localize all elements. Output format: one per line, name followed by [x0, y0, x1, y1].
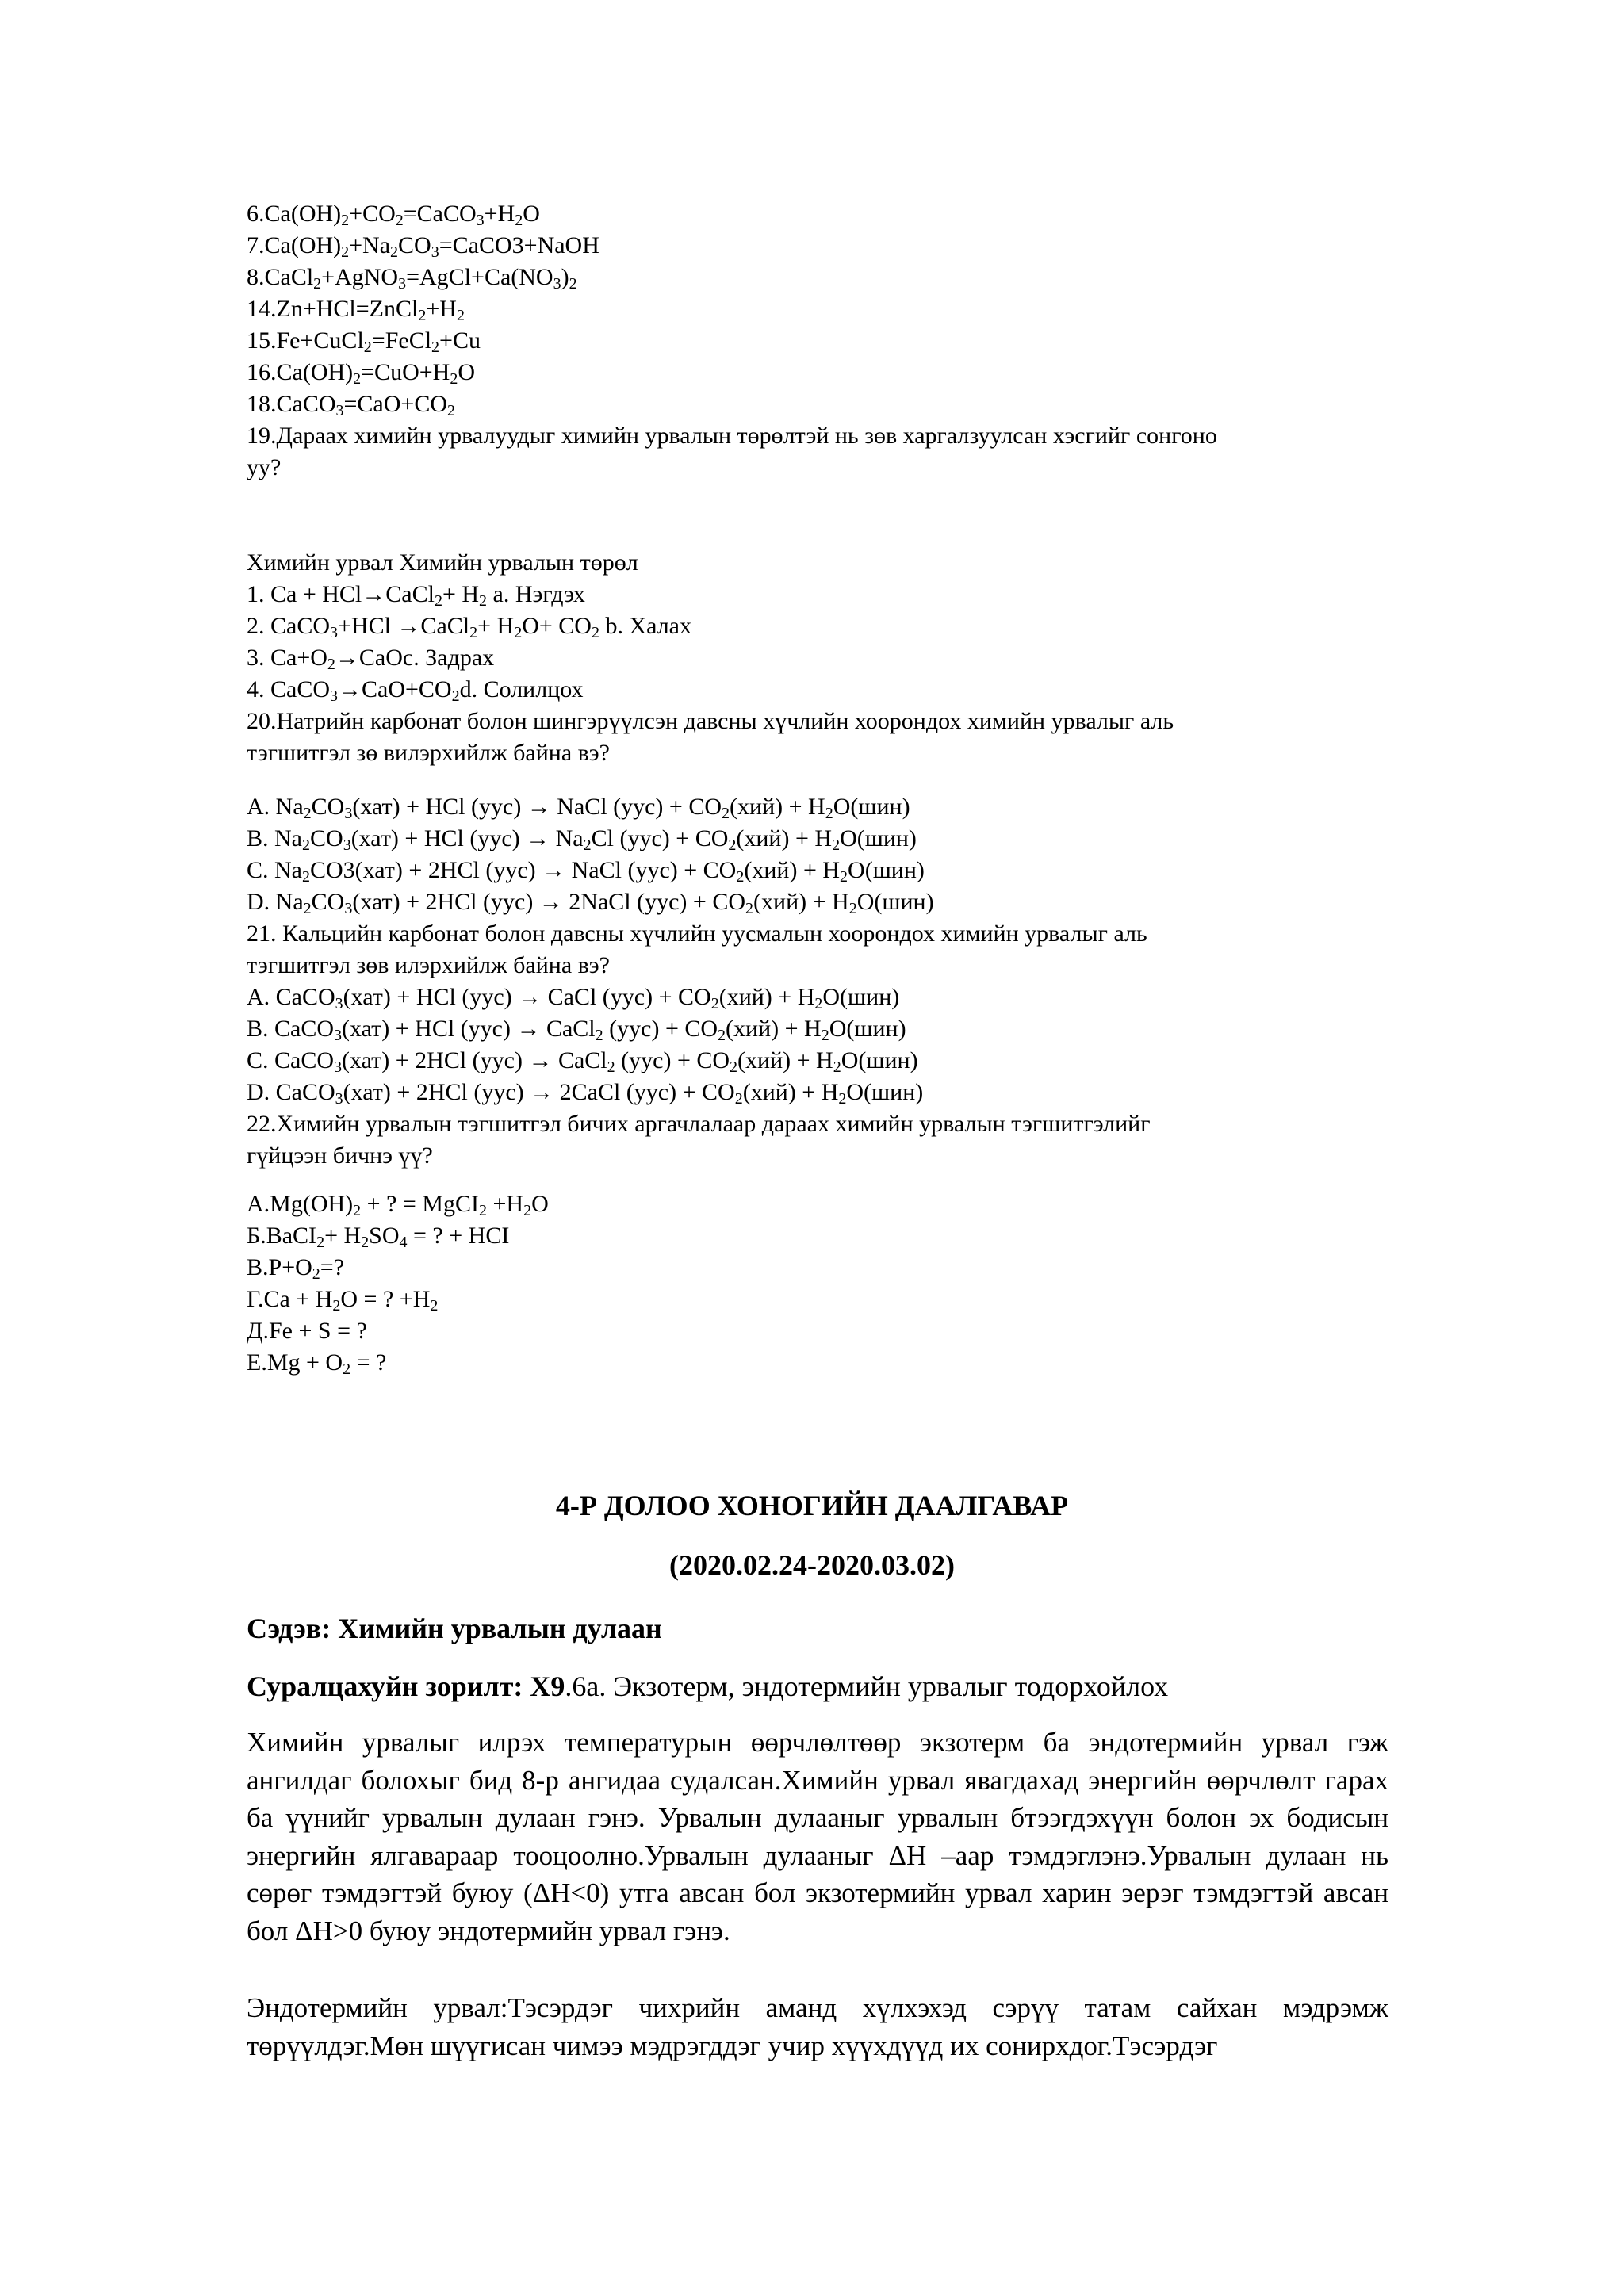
text-line: $18.CaCO_3=CaO+CO_2$ [247, 391, 456, 419]
text-line: уу? [247, 454, 282, 480]
paragraph-heat-of-reaction: Химийн урвалыг илрэх температурын өөрчлөлтөөр экзотерм ба эндотермийн урвал гэж ангилдаг болохыг бид 8-р ангидаа судалсан.Химийн урвал явагдахад энергийн өөрчлөлт гарах ба үүнийг урвалын дулаан гэнэ. Урвалын дулааныг урвалын бтээгдэхүүн болон эх бодисын энергийн ялгавараар тооцоолно.Урвалын дулааныг ΔH –аар тэмдэглэнэ.Урвалын дулаан нь сөрөг тэмдэгтэй буюу (ΔH<0) утга авсан бол экзотермийн урвал харин эерэг тэмдэгтэй авсан бол ΔH>0 буюу эндотермийн урвал гэнэ. [247, 1727, 1388, 1946]
text-line: $16.Ca(OH)_2=CuO+H_2O$ [247, 359, 475, 388]
text-line: $7.Ca(OH)_2+Na_2CO_3=CaCO3+NaOH$ [247, 232, 599, 261]
text-line: D. CaCO$_3$(хат) + 2HCl (уус) → 2CaCl $(уус) + CO_2(хий) + H_2O(шин)$ [247, 1079, 924, 1108]
text-line: Химийн урвал Химийн урвалын төрөл [247, 549, 638, 576]
text-line: 22.Химийн урвалын тэгшитгэл бичих аргачлалаар дараах химийн урвалын тэгшитгэлийг [247, 1111, 1151, 1137]
text-line: C. CaCO$_3$(хат) + 2HCl (уус) → CaCl$_2$ $(уус) + CO_2(хий) + H_2O(шин)$ [247, 1047, 918, 1076]
question-19-table [247, 547, 1388, 769]
text-line: $A.Mg(OH)_2$ + ? = MgCI$_2$ $+H_2O$ [247, 1191, 549, 1219]
text-line: 20.Натрийн карбонат болон шингэрүүлсэн давсны хүчлийн хоорондох химийн урвалыг аль [247, 708, 1174, 734]
objective-line [247, 1667, 1168, 1705]
text-line: A. CaCO$_3$(хат) + HCl (уус) → CaCl $(уус) + CO_2(хий) + H_2O(шин)$ [247, 984, 900, 1012]
text-line: 3. $Ca+O_2\to CaOc$. Задрах [247, 645, 495, 673]
text-line: D. $Na_2CO_3(хат) + 2HCl$ (уус) → 2NaCl $(уус) + CO_2(хий) + H_2O(шин)$ [247, 889, 934, 917]
text-line: 1. Ca + HCl→CaCl$_2$+ $H_2$ a. Нэгдэх [247, 581, 585, 610]
text-line: $6.Ca(OH)_2+CO_2=CaCO_3+H_2O$ [247, 201, 540, 229]
text-line: тэгшитгэл зө вилэрхийлж байна вэ? [247, 740, 610, 766]
topic-label [247, 1609, 662, 1647]
question-22-equations [247, 1188, 1388, 1379]
text-line: A. $Na_2CO_3(хат)$ + HCl (уус) → NaCl $(уус) + CO_2(хий) + H_2O(шин)$ [247, 794, 910, 822]
objective-label: Суралцахуйн зорилт: X9 [247, 1670, 565, 1702]
question-20-21-options [247, 791, 1388, 1172]
objective-text: .6a. Экзотерм, эндотермийн урвалыг тодорхойлох [565, 1670, 1169, 1702]
reaction-list-top [247, 198, 1388, 484]
text-line: Д.Fe + S = ? [247, 1318, 367, 1344]
text-line: $B.P+O_2=$? [247, 1254, 345, 1283]
text-line: $8.CaCl_2+AgNO_3=AgCl+Ca(NO_3)_2$ [247, 264, 577, 293]
week-dates: (2020.02.24-2020.03.02) [669, 1549, 955, 1581]
text-line: гүйцээн бичнэ үү? [247, 1142, 433, 1169]
week-title: 4-Р ДОЛОО ХОНОГИЙН ДААЛГАВАР [555, 1490, 1069, 1521]
text-line: C. $Na_2CO3(хат) + 2HCl$ (уус) → NaCl $(уус) + CO_2(хий) + H_2O(шин)$ [247, 857, 925, 886]
topic-text: Сэдэв: Химийн урвалын дулаан [247, 1613, 662, 1644]
text-line: 15.Fe+CuCl$_2$=FeCl$_2$+Cu [247, 327, 481, 356]
text-line: B. $Na_2CO_3(хат)$ + HCl $(уус) \to Na_2Cl$ $(уус) + CO_2(хий) + H_2O(шин)$ [247, 825, 917, 854]
text-line: $Г.Ca + H_2O$ = ? $+H_2$ [247, 1286, 439, 1314]
text-line: $14.Zn+HCl=ZnCl_2+H_2$ [247, 296, 465, 324]
text-line: Б.BaCI$_2$+ $H_2SO_4$ = ? + HCI [247, 1223, 510, 1251]
text-line: тэгшитгэл зөв илэрхийлж байна вэ? [247, 952, 610, 978]
text-line: 19.Дараах химийн урвалуудыг химийн урвалын төрөлтэй нь зөв харгалзуулсан хэсгийг сонгоно [247, 423, 1217, 449]
paragraph-endothermic: Эндотермийн урвал:Тэсэрдэг чихрийн аманд хүлхэхэд сэрүү татам сайхан мэдрэмж төрүүлдэг.Мөн шүүгисан чимээ мэдрэгддэг учир хүүхдүүд их сонирхдог.Тэсэрдэг [247, 1992, 1388, 2061]
text-line: 2. CaCO$_3$+HCl →CaCl$_2$+ $H_2O+ CO_2$ b. Халах [247, 613, 691, 641]
text-line: 21. Кальцийн карбонат болон давсны хүчлийн уусмалын хоорондох химийн урвалыг аль [247, 920, 1147, 947]
text-line: B. CaCO$_3$(хат) + HCl (уус) → CaCl$_2$ $(уус) + CO_2(хий) + H_2O(шин)$ [247, 1016, 906, 1044]
text-line: 4. $CaCO_3\to CaO+CO_2d$. Солилцох [247, 676, 584, 705]
text-line: $E.Mg + O_2$ = ? [247, 1349, 387, 1378]
